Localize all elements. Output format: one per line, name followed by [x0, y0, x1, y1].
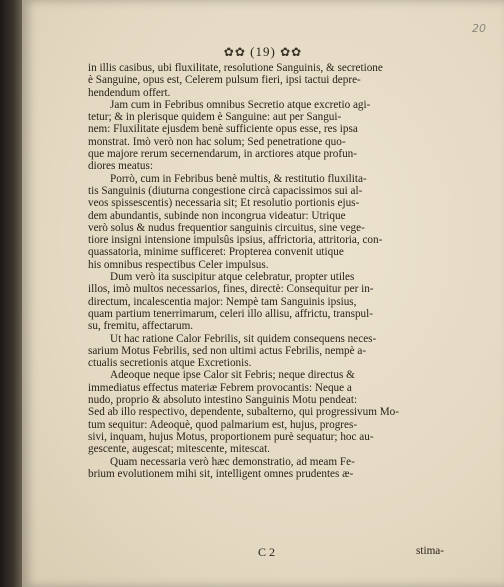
text-line: dem abundantis, subinde non incongrua videatur: Utrique — [88, 209, 346, 222]
text-line: veos spissescentis) necessaria sit; Et resolutio portionis ejus- — [88, 197, 360, 210]
text-line: tis Sanguinis (diuturna congestione circà capacissimos sui al- — [88, 184, 363, 197]
text-line: sarium Motus Febrilis, sed non ultimi actus Febrilis, nempè a- — [88, 344, 367, 357]
book-gutter — [0, 0, 22, 587]
text-line: sivi, inquam, hujus Motus, proportionem purè sequatur; hoc au- — [88, 430, 374, 443]
text-line: è Sanguine, opus est, Celerem pulsum fieri, ipsi tactui depre- — [88, 74, 361, 87]
text-line: Quam necessaria verò hæc demonstratio, ad meam Fe- — [110, 455, 355, 468]
text-line: hendendum offert. — [88, 86, 171, 99]
header-ornament-right: ✿✿ — [280, 45, 303, 59]
text-line: Dum verò ita suscipitur atque celebratur, propter utiles — [110, 271, 355, 284]
text-line: diores meatus: — [88, 160, 153, 173]
text-line: gescente, augescat; mitescente, mitescat. — [88, 443, 271, 456]
text-line: in illis casibus, ubi fluxilitate, resolutione Sanguinis, & secretione — [88, 62, 383, 74]
body-text — [88, 62, 444, 480]
text-line: immediatus effectus materiæ Febrem provocantis: Neque a — [88, 381, 352, 394]
text-line: verò solus & nudus frequentior sanguinis circuitus, sine vege- — [88, 221, 365, 234]
text-line: directum, incalescentia major: Nempè tam Sanguinis ipsius, — [88, 295, 357, 308]
text-line: quam partium tenerrimarum, celeri illo allisu, affrictu, transpul- — [88, 307, 373, 320]
catchword: stima- — [416, 545, 444, 557]
pencil-page-note: 20 — [472, 22, 486, 35]
text-line: nem: Fluxilitate ejusdem benè sufficiente opus esse, res ipsa — [88, 123, 358, 136]
text-line: tetur; & in plerisque quidem è Sanguine: aut per Sangui- — [88, 111, 342, 124]
text-line: su, fremitu, affectarum. — [88, 320, 194, 333]
book-page — [22, 0, 504, 587]
text-line: Porrò, cum in Febribus benè multis, & restitutio fluxilita- — [110, 172, 367, 185]
text-line: his omnibus respectibus Celer impulsus. — [88, 258, 269, 271]
page-header — [22, 44, 504, 60]
text-line: tum sequitur: Adeoquè, quod palmarium est, hujus, progres- — [88, 418, 358, 431]
text-line: Ut hac ratione Calor Febrilis, sit quidem consequens neces- — [110, 332, 377, 345]
text-line: que majore rerum secernendarum, in arctiores atque profun- — [88, 148, 358, 161]
text-line: Jam cum in Febribus omnibus Secretio atque excretio agi- — [110, 98, 371, 111]
text-line: monstrat. Imò verò non hac solum; Sed penetratione quo- — [88, 135, 346, 148]
text-line: quassatoria, minime sufficeret: Propterea convenit utique — [88, 246, 344, 259]
header-ornament-left: ✿✿ — [223, 45, 246, 59]
text-line: illos, imò multos necessarios, fines, directè: Consequitur per in- — [88, 283, 374, 296]
text-line: Adeoque neque ipse Calor sit Febris; neque directus & — [110, 369, 355, 382]
signature-mark: C 2 — [258, 545, 276, 559]
text-line: Sed ab illo respectivo, dependente, subalterno, qui progressivum Mo- — [88, 406, 400, 419]
text-line: ctualis secretionis atque Excretionis. — [88, 357, 252, 370]
text-line: brium evolutionem mihi sit, intelligent omnes prudentes æ- — [88, 467, 354, 480]
page-number: (19) — [250, 44, 276, 59]
text-line: nudo, proprio & absoluto intestino Sanguinis Motu pendeat: — [88, 394, 358, 407]
text-line: tiore insigni intensione impulsûs ipsius, affrictoria, attritoria, con- — [88, 234, 383, 247]
